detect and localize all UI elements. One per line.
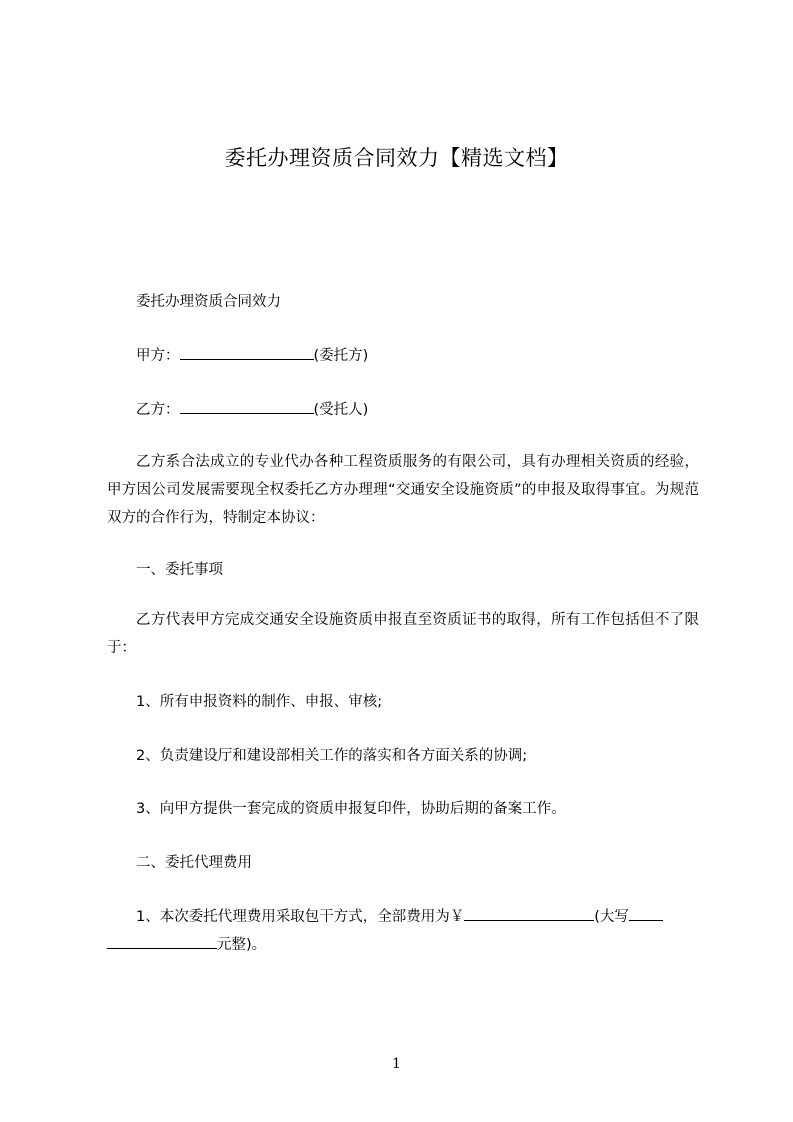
document-subtitle: 委托办理资质合同效力 xyxy=(136,294,281,310)
intro-paragraph: 乙方系合法成立的专业代办各种工程资质服务的有限公司，具有办理相关资质的经验，甲方因公司发展需要现全权委托乙方办理理“交通安全设施资质”的申报及取得事宜。为规范双方的合作行为，特制定本协议： xyxy=(107,454,699,526)
section1-item-1: 1、所有申报资料的制作、申报、审核; xyxy=(136,694,383,710)
party-b-label: 乙方： xyxy=(136,402,180,418)
party-b-suffix: (受托人) xyxy=(313,402,369,418)
party-a-line xyxy=(136,345,368,366)
section1-heading: 一、委托事项 xyxy=(136,562,223,578)
fee-line-1 xyxy=(136,906,663,927)
fee-upper-blank-end xyxy=(107,934,217,949)
party-a-blank xyxy=(180,345,314,360)
section2-heading: 二、委托代理费用 xyxy=(136,855,252,871)
page-number: 1 xyxy=(392,1056,401,1072)
party-a-label: 甲方： xyxy=(136,348,180,364)
party-b-blank xyxy=(180,399,314,414)
fee-line-2 xyxy=(107,934,266,955)
party-a-suffix: (委托方) xyxy=(313,348,369,364)
party-b-line xyxy=(136,399,368,420)
fee-amount-blank xyxy=(464,906,594,921)
section1-body: 乙方代表甲方完成交通安全设施资质申报直至资质证书的取得，所有工作包括但不了限于： xyxy=(107,612,699,656)
document-title: 委托办理资质合同效力【精选文档】 xyxy=(224,146,569,170)
fee-suffix: 元整)。 xyxy=(217,937,267,953)
section1-item-2: 2、负责建设厅和建设部相关工作的落实和各方面关系的协调; xyxy=(136,748,528,764)
fee-prefix: 1、本次委托代理费用采取包干方式，全部费用为￥ xyxy=(136,909,465,925)
fee-upper-blank-start xyxy=(629,906,663,921)
fee-middle: (大写 xyxy=(594,909,629,925)
section1-item-3: 3、向甲方提供一套完成的资质申报复印件，协助后期的备案工作。 xyxy=(136,801,566,817)
